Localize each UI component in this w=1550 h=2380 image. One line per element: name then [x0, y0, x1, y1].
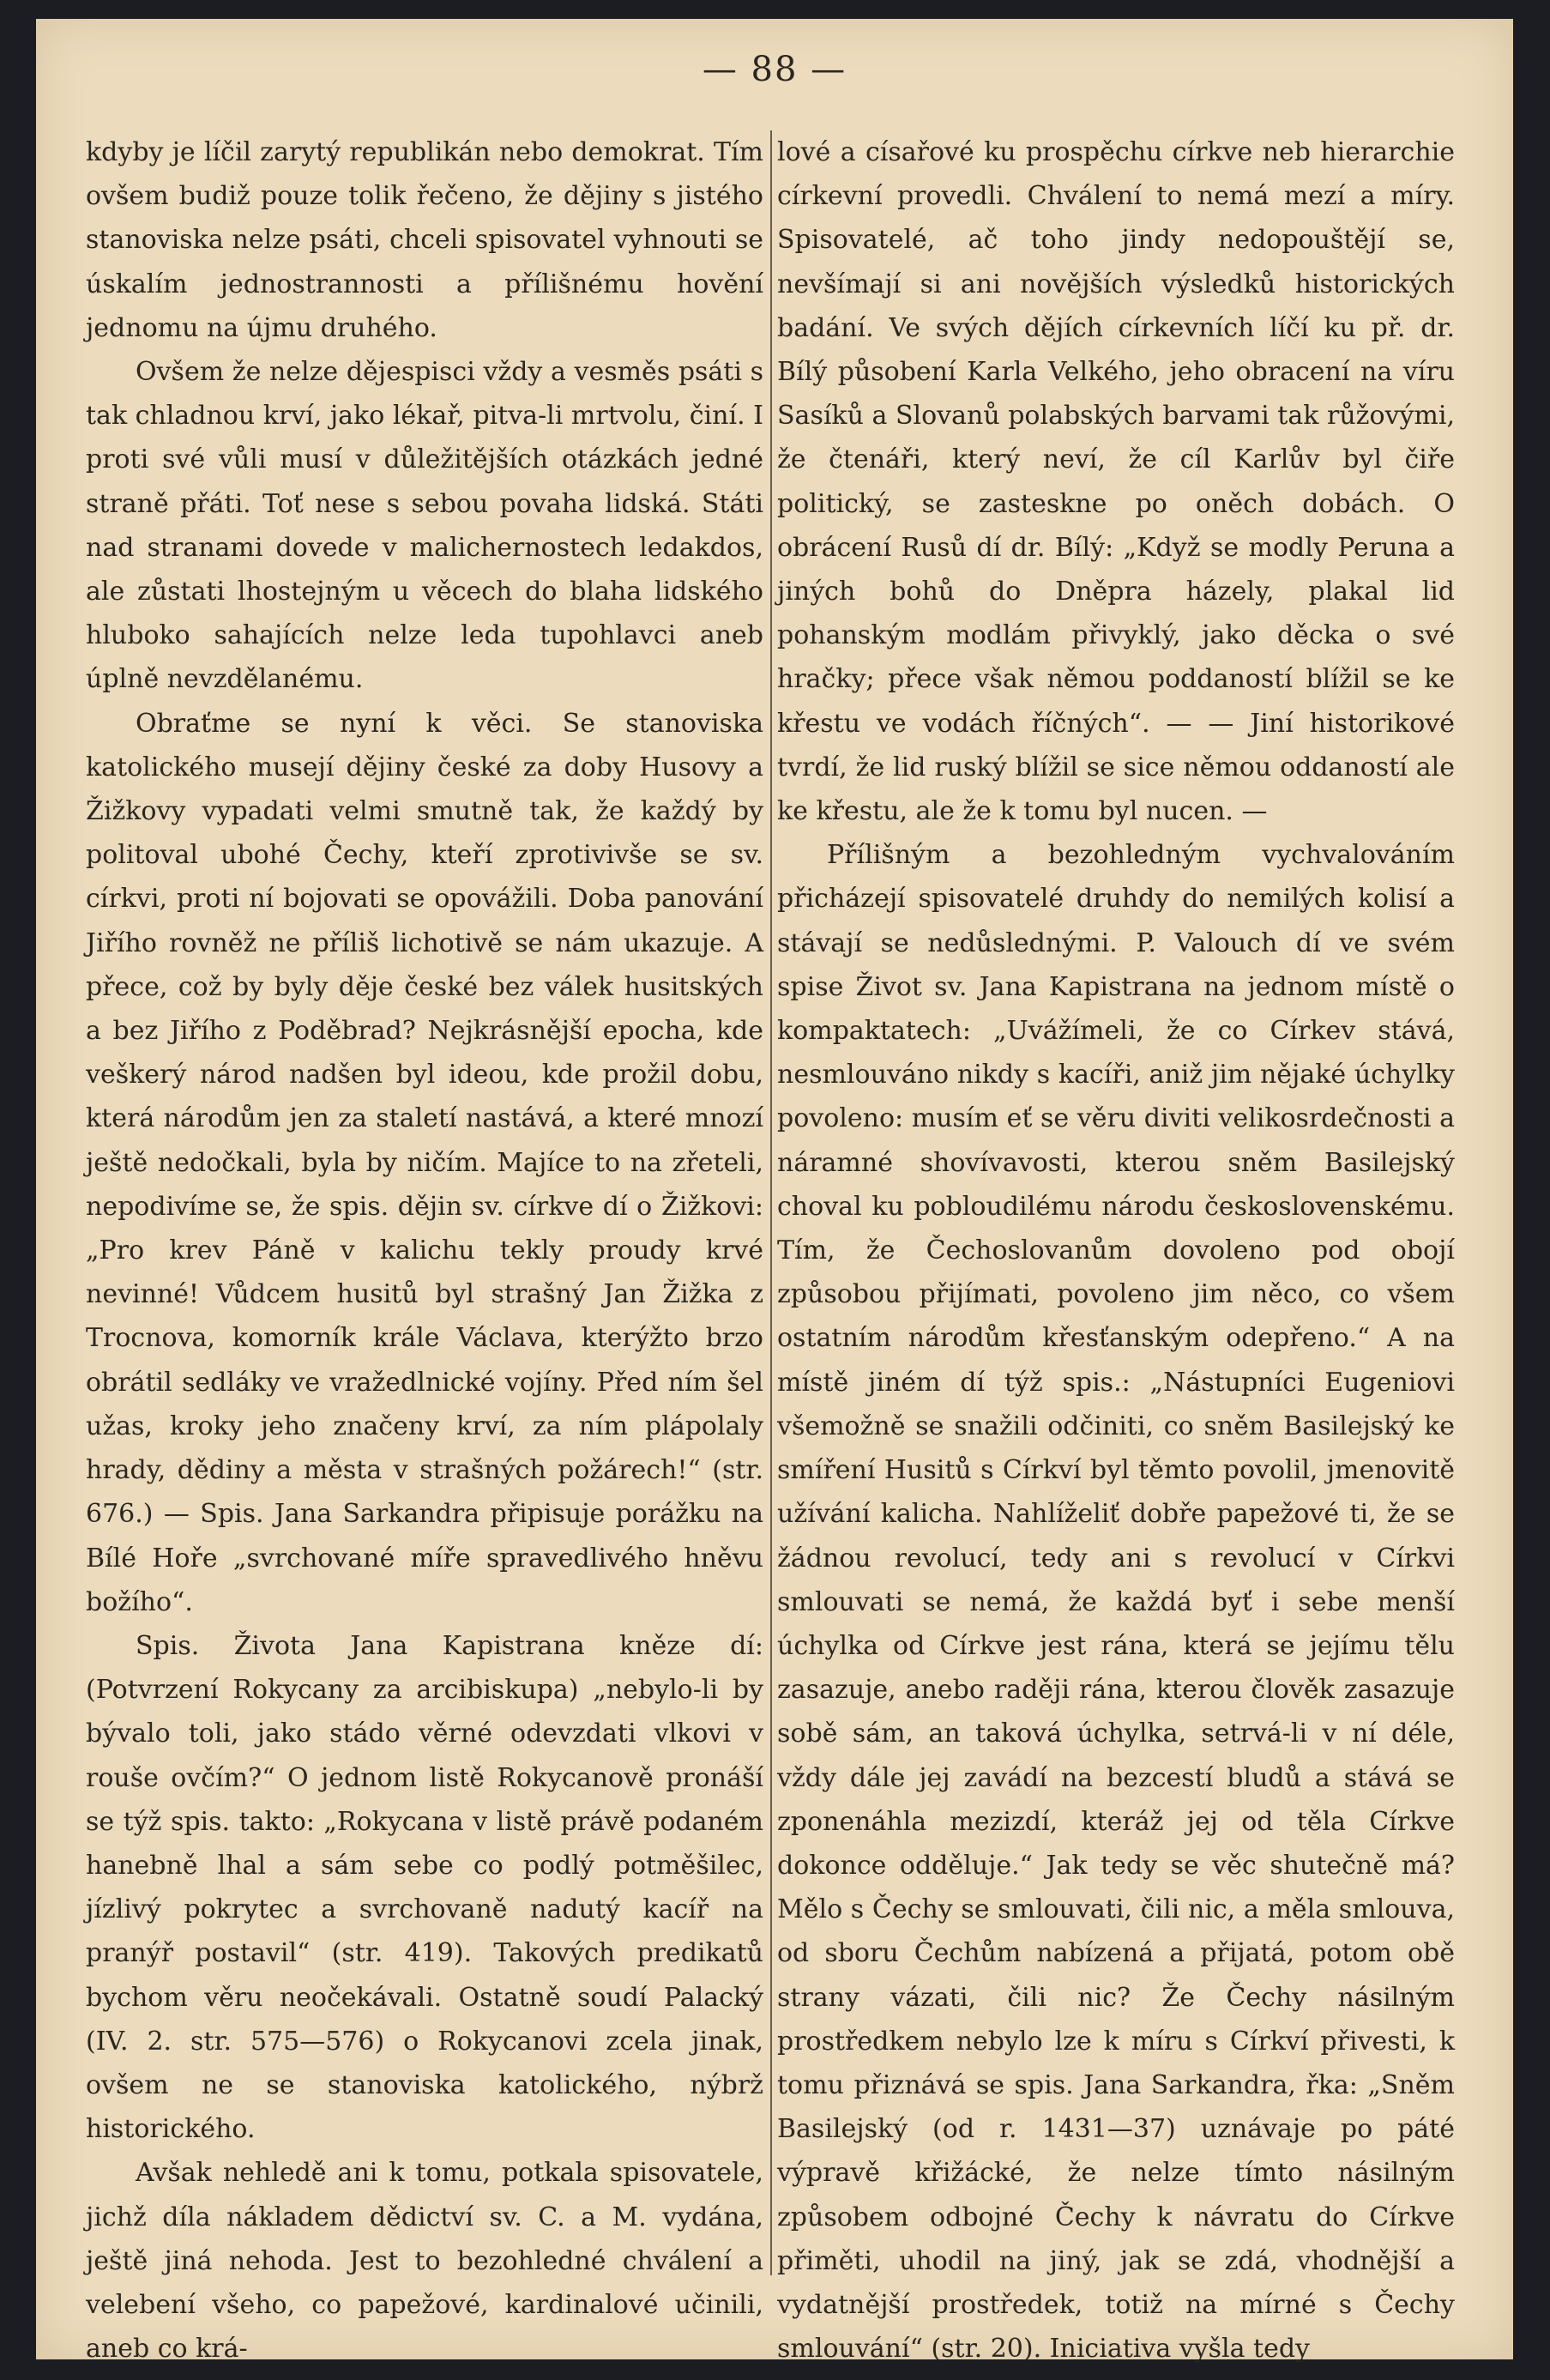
paragraph: Obraťme se nyní k věci. Se stanoviska katolického musejí dějiny české za doby Husovy a Žižkovy vypadati velmi smutně tak, že každý by politoval ubohé Čechy, kteří zprotivivše se sv. církvi, proti ní bojovati se opovážili. Doba panování Jiřího rovněž ne příliš lichotivě se nám ukazuje. A přece, což by byly děje české bez válek husitských a bez Jiřího z Poděbrad? Nejkrásnější epocha, kde veškerý národ nadšen byl ideou, kde prožil dobu, která národům jen za staletí nastává, a které mnozí ještě nedočkali, byla by ničím. Majíce to na zřeteli, nepodivíme se, že spis. dějin sv. církve dí o Žižkovi: „Pro krev Páně v kalichu tekly proudy krvé nevinné! Vůdcem husitů byl strašný Jan Žižka z Trocnova, komorník krále Václava, kterýžto brzo obrátil sedláky ve vražedlnické vojíny. Před ním šel užas, kroky jeho značeny krví, za ním plápolaly hrady, dědiny a města v strašných požárech!“ (str. 676.) — Spis. Jana Sarkandra připisuje porážku na Bílé Hoře „svrchované míře spravedlivého hněvu božího“.	[86, 708, 763, 1617]
paragraph: Přílišným a bezohledným vychvalováním přicházejí spisovatelé druhdy do nemilých kolisí a stávají se nedůslednými. P. Valouch dí ve svém spise Život sv. Jana Kapistrana na jednom místě o kompaktatech: „Uvážímeli, že co Církev stává, nesmlouváno nikdy s kacíři, aniž jim nějaké úchylky povoleno: musím eť se věru diviti velikosrdečnosti a náramné shovívavosti, kterou sněm Basilejský choval ku pobloudilému národu československému. Tím, že Čechoslovanům dovoleno pod obojí způsobou přijímati, povoleno jim něco, co všem ostatním národům křesťanským odepřeno.“ A na místě jiném dí týž spis.: „Nástupníci Eugeniovi všemožně se snažili odčiniti, co sněm Basilejský ke smíření Husitů s Církví byl těmto povolil, jmenovitě užívání kalicha. Nahlíželiť dobře papežové ti, že se žádnou revolucí, tedy ani s revolucí v Církvi smlouvati se nemá, že každá byť i sebe menší úchylka od Církve jest rána, která se jejímu tělu zasazuje, anebo raději rána, kterou člověk zasazuje sobě sám, an taková úchylka, setrvá-li v ní déle, vždy dále jej zavádí na bezcestí bludů a stává se zponenáhla mezizdí, kteráž jej od těla Církve dokonce odděluje.“ Jak tedy se věc shutečně má? Mělo s Čechy se smlouvati, čili nic, a měla smlouva, od sboru Čechům nabízená a přijatá, potom obě strany vázati, čili nic? Že Čechy násilným prostředkem nebylo lze k míru s Církví přivesti, k tomu přiznává se spis. Jana Sarkandra, řka: „Sněm Basilejský (od r. 1431—37) uznávaje po páté výpravě křižácké, že nelze tímto násilným způsobem odbojné Čechy k návratu do Církve přiměti, uhodil na jiný, jak se zdá, vhodnější a vydatnější prostředek, totiž na mírné s Čechy smlouvání“ (str. 20). Iniciativa vyšla tedy	[777, 840, 1455, 2365]
left-column	[86, 130, 763, 2365]
paragraph: kdyby je líčil zarytý republikán nebo demokrat. Tím ovšem budiž pouze tolik řečeno, že dějiny s jistého stanoviska nelze psáti, chceli spisovatel vyhnouti se úskalím jednostrannosti a přílišnému hovění jednomu na újmu druhého.	[86, 137, 763, 343]
paragraph: Avšak nehledě ani k tomu, potkala spisovatele, jichž díla nákladem dědictví sv. C. a M. vydána, ještě jiná nehoda. Jest to bezohledné chválení a velebení všeho, co papežové, kardinalové učinili, aneb co krá-	[86, 2158, 763, 2365]
column-divider	[770, 130, 772, 2275]
paragraph: Spis. Života Jana Kapistrana kněze dí: (Potvrzení Rokycany za arcibiskupa) „nebylo-li by bývalo toli, jako stádo věrné odevzdati vlkovi v rouše ovčím?“ O jednom listě Rokycanově pronáší se týž spis. takto: „Rokycana v listě právě podaném hanebně lhal a sám sebe co podlý potměšilec, jízlivý pokrytec a svrchovaně nadutý kacíř na pranýř postavil“ (str. 419). Takových predikatů bychom věru neočekávali. Ostatně soudí Palacký (IV. 2. str. 575—576) o Rokycanovi zcela jinak, ovšem ne se stanoviska katolického, nýbrž historického.	[86, 1630, 763, 2145]
page-number: — 88 —	[702, 50, 847, 89]
right-column	[777, 130, 1455, 2365]
document-page	[36, 19, 1513, 2365]
paragraph: lové a císařové ku prospěchu církve neb hierarchie církevní provedli. Chválení to nemá mezí a míry. Spisovatelé, ač toho jindy nedopouštějí se, nevšímají si ani novějších výsledků historických badání. Ve svých dějích církevních líčí ku př. dr. Bílý působení Karla Velkého, jeho obracení na víru Sasíků a Slovanů polabských barvami tak růžovými, že čtenáři, který neví, že cíl Karlův byl čiře politický, se zasteskne po oněch dobách. O obrácení Rusů dí dr. Bílý: „Když se modly Peruna a jiných bohů do Dněpra házely, plakal lid pohanským modlám přivyklý, jako děcka o své hračky; přece však němou poddaností blížil se ke křestu ve vodách říčných“. — — Jiní historikové tvrdí, že lid ruský blížil se sice němou oddaností ale ke křestu, ale že k tomu byl nucen. —	[777, 137, 1455, 827]
paragraph: Ovšem že nelze dějespisci vždy a vesměs psáti s tak chladnou krví, jako lékař, pitva-li mrtvolu, činí. I proti své vůli musí v důležitějších otázkách jedné straně přáti. Toť nese s sebou povaha lidská. Státi nad stranami dovede v malichernostech ledakdos, ale zůstati lhostejným u věcech do blaha lidského hluboko sahajících nelze leda tupohlavci aneb úplně nevzdělanému.	[86, 357, 763, 695]
